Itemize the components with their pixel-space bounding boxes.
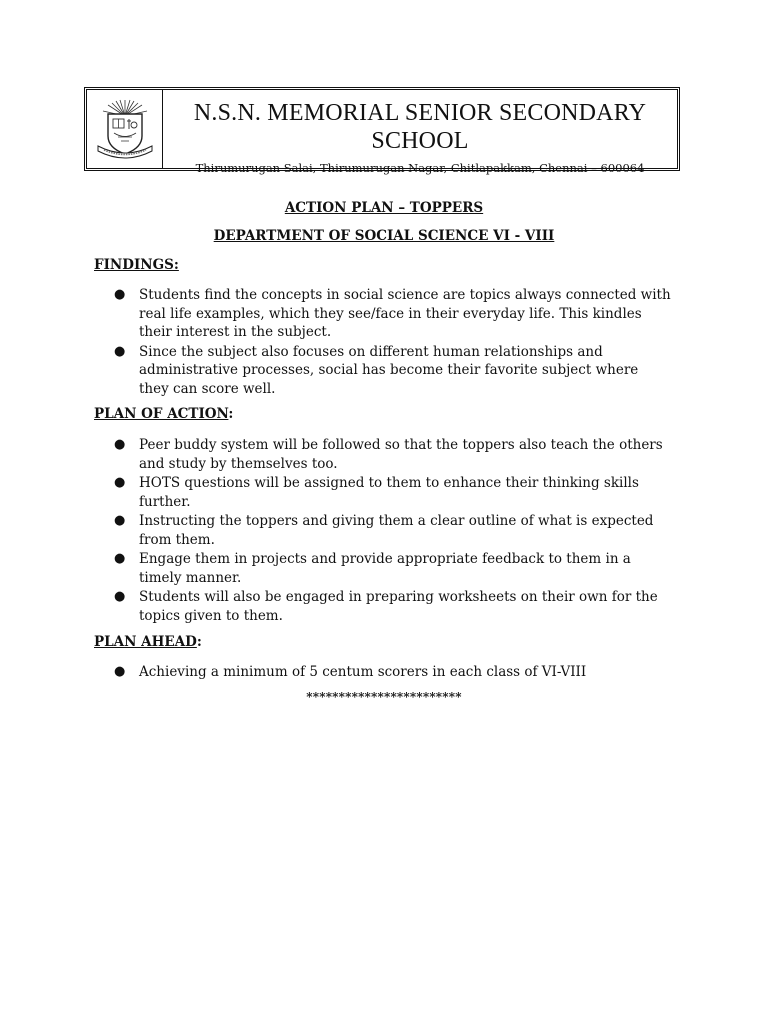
bullet-icon: ● xyxy=(114,664,126,679)
plan-of-action-heading-text: PLAN OF ACTION xyxy=(94,406,229,422)
list-item-text: Achieving a minimum of 5 centum scorers in each class of VI-VIII xyxy=(139,664,587,680)
findings-heading-text: FINDINGS: xyxy=(94,257,179,273)
list-item xyxy=(112,663,672,682)
bullet-icon: ● xyxy=(114,287,126,302)
list-item xyxy=(112,588,672,625)
department-title: DEPARTMENT OF SOCIAL SCIENCE VI - VIII xyxy=(213,228,555,244)
list-item xyxy=(112,512,672,549)
letterhead-text xyxy=(163,90,677,175)
list-item xyxy=(112,286,672,342)
plan-ahead-list xyxy=(112,663,672,683)
list-item xyxy=(112,436,672,473)
bullet-icon: ● xyxy=(114,343,126,359)
school-address: Thirumurugan Salai, Thirumurugan Nagar, Chitlapakkam, Chennai – 600064 xyxy=(195,161,645,175)
bullet-icon: ● xyxy=(114,437,126,452)
plan-ahead-heading-text: PLAN AHEAD xyxy=(94,634,197,650)
logo-cell xyxy=(87,90,163,168)
list-item xyxy=(112,550,672,587)
list-item-text: Instructing the toppers and giving them a clear outline of what is expected from them. xyxy=(139,513,654,548)
bullet-icon: ● xyxy=(114,589,126,604)
list-item-text: Students will also be engaged in preparing worksheets on their own for the topics given to them. xyxy=(139,589,658,624)
findings-heading xyxy=(94,257,179,273)
plan-of-action-list xyxy=(112,436,672,626)
school-name: N.S.N. MEMORIAL SENIOR SECONDARY SCHOOL xyxy=(193,100,647,154)
letterhead xyxy=(84,87,680,175)
plan-ahead-heading: PLAN AHEAD: xyxy=(94,634,202,650)
school-crest-icon xyxy=(94,96,156,162)
list-item xyxy=(112,474,672,511)
list-item-text: Engage them in projects and provide appropriate feedback to them in a timely manner. xyxy=(139,551,631,586)
bullet-icon: ● xyxy=(114,551,126,566)
end-separator: ************************ xyxy=(306,690,462,704)
bullet-icon: ● xyxy=(114,513,126,528)
findings-list xyxy=(112,286,672,399)
plan-of-action-heading: PLAN OF ACTION: xyxy=(94,406,234,422)
list-item-text: Peer buddy system will be followed so that the toppers also teach the others and study by themselves too. xyxy=(139,437,663,472)
list-item-text: Students find the concepts in social science are topics always connected with real life examples, which they see/face in their everyday life. This kindles their interest in the subject. xyxy=(139,287,671,340)
list-item-text: Since the subject also focuses on different human relationships and administrative processes, social has become their favorite subject where they can score well. xyxy=(139,343,639,397)
list-item-text: HOTS questions will be assigned to them to enhance their thinking skills further. xyxy=(139,475,639,510)
list-item xyxy=(112,343,672,399)
document-title: ACTION PLAN – TOPPERS xyxy=(284,200,484,216)
bullet-icon: ● xyxy=(114,475,126,490)
